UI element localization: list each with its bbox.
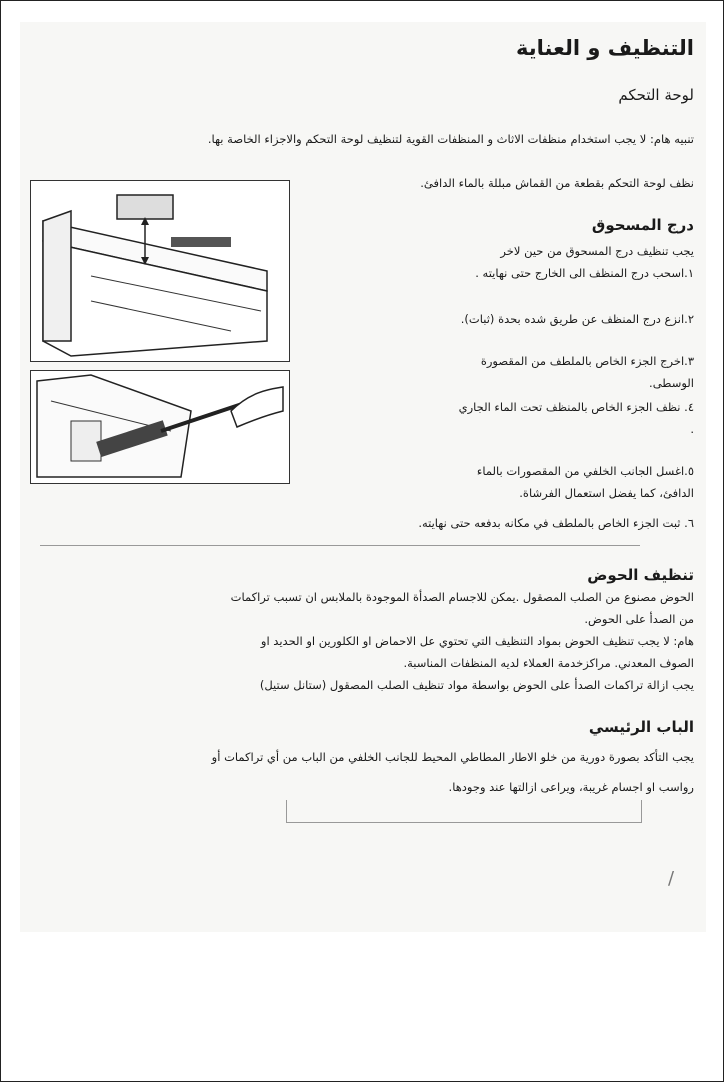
brush-illustration bbox=[31, 371, 289, 483]
door-heading: الباب الرئيسي bbox=[588, 718, 694, 736]
door-line: يجب التأكد بصورة دورية من خلو الاطار المطاطي المحيط للجانب الخلفي من الباب من أي تراكمات أو bbox=[211, 750, 694, 764]
drum-line: هام: لا يجب تنظيف الحوض بمواد التنظيف التي تحتوي عل الاحماض او الكلورين او الحديد او bbox=[260, 634, 694, 648]
divider bbox=[40, 545, 640, 546]
drum-line: الحوض مصنوع من الصلب المصقول .يمكن للاجسام الصدأة الموجودة بالملابس ان تسبب تراكمات bbox=[230, 590, 694, 604]
drum-line: الصوف المعدني. مراكزخدمة العملاء لديه المنظفات المناسبة. bbox=[403, 656, 694, 670]
drawer-intro: يجب تنظيف درج المسحوق من حين لاخر bbox=[500, 244, 694, 258]
door-line: رواسب او اجسام غريبة، ويراعى ازالتها عند وجودها. bbox=[448, 780, 694, 794]
drawer-step: ٢.انزع درج المنظف عن طريق شده بحدة (ثبات). bbox=[460, 312, 694, 326]
control-panel-instruction: نظف لوحة التحكم بقطعة من القماش مبللة بالماء الدافئ. bbox=[420, 176, 694, 190]
drawer-step: ٦. ثبت الجزء الخاص بالملطف في مكانه بدفعه حتى نهايته. bbox=[418, 516, 694, 530]
drawer-step: ٤. نظف الجزء الخاص بالمنظف تحت الماء الجاري . bbox=[458, 400, 694, 436]
drawer-removal-figure bbox=[30, 180, 290, 362]
page-title: التنظيف و العناية bbox=[516, 36, 694, 60]
brush-cleaning-figure bbox=[30, 370, 290, 484]
drawer-step: ٥.اغسل الجانب الخلفي من المقصورات بالماء الدافئ، كما يفضل استعمال الفرشاة. bbox=[476, 464, 694, 500]
drawer-step: ٣.اخرج الجزء الخاص بالملطف من المقصورة الوسطى. bbox=[480, 354, 694, 390]
drawer-heading: درج المسحوق bbox=[591, 216, 694, 234]
drawer-illustration bbox=[31, 181, 289, 361]
control-panel-heading: لوحة التحكم bbox=[618, 86, 694, 104]
control-panel-warning: تنبيه هام: لا يجب استخدام منظفات الاثاث و المنظفات القوية لتنظيف لوحة التحكم والاجزاء الخاصة بها. bbox=[207, 132, 694, 146]
scan-mark: / bbox=[668, 868, 675, 889]
drawer-step: ١.اسحب درج المنظف الى الخارج حتى نهايته . bbox=[475, 266, 694, 280]
bottom-bracket-line bbox=[286, 800, 642, 823]
drum-heading: تنظيف الحوض bbox=[587, 566, 694, 584]
drum-line: من الصدأ على الحوض. bbox=[584, 612, 694, 626]
drum-line: يجب ازالة تراكمات الصدأ على الحوض بواسطة مواد تنظيف الصلب المصقول (ستانل ستيل) bbox=[259, 678, 694, 692]
